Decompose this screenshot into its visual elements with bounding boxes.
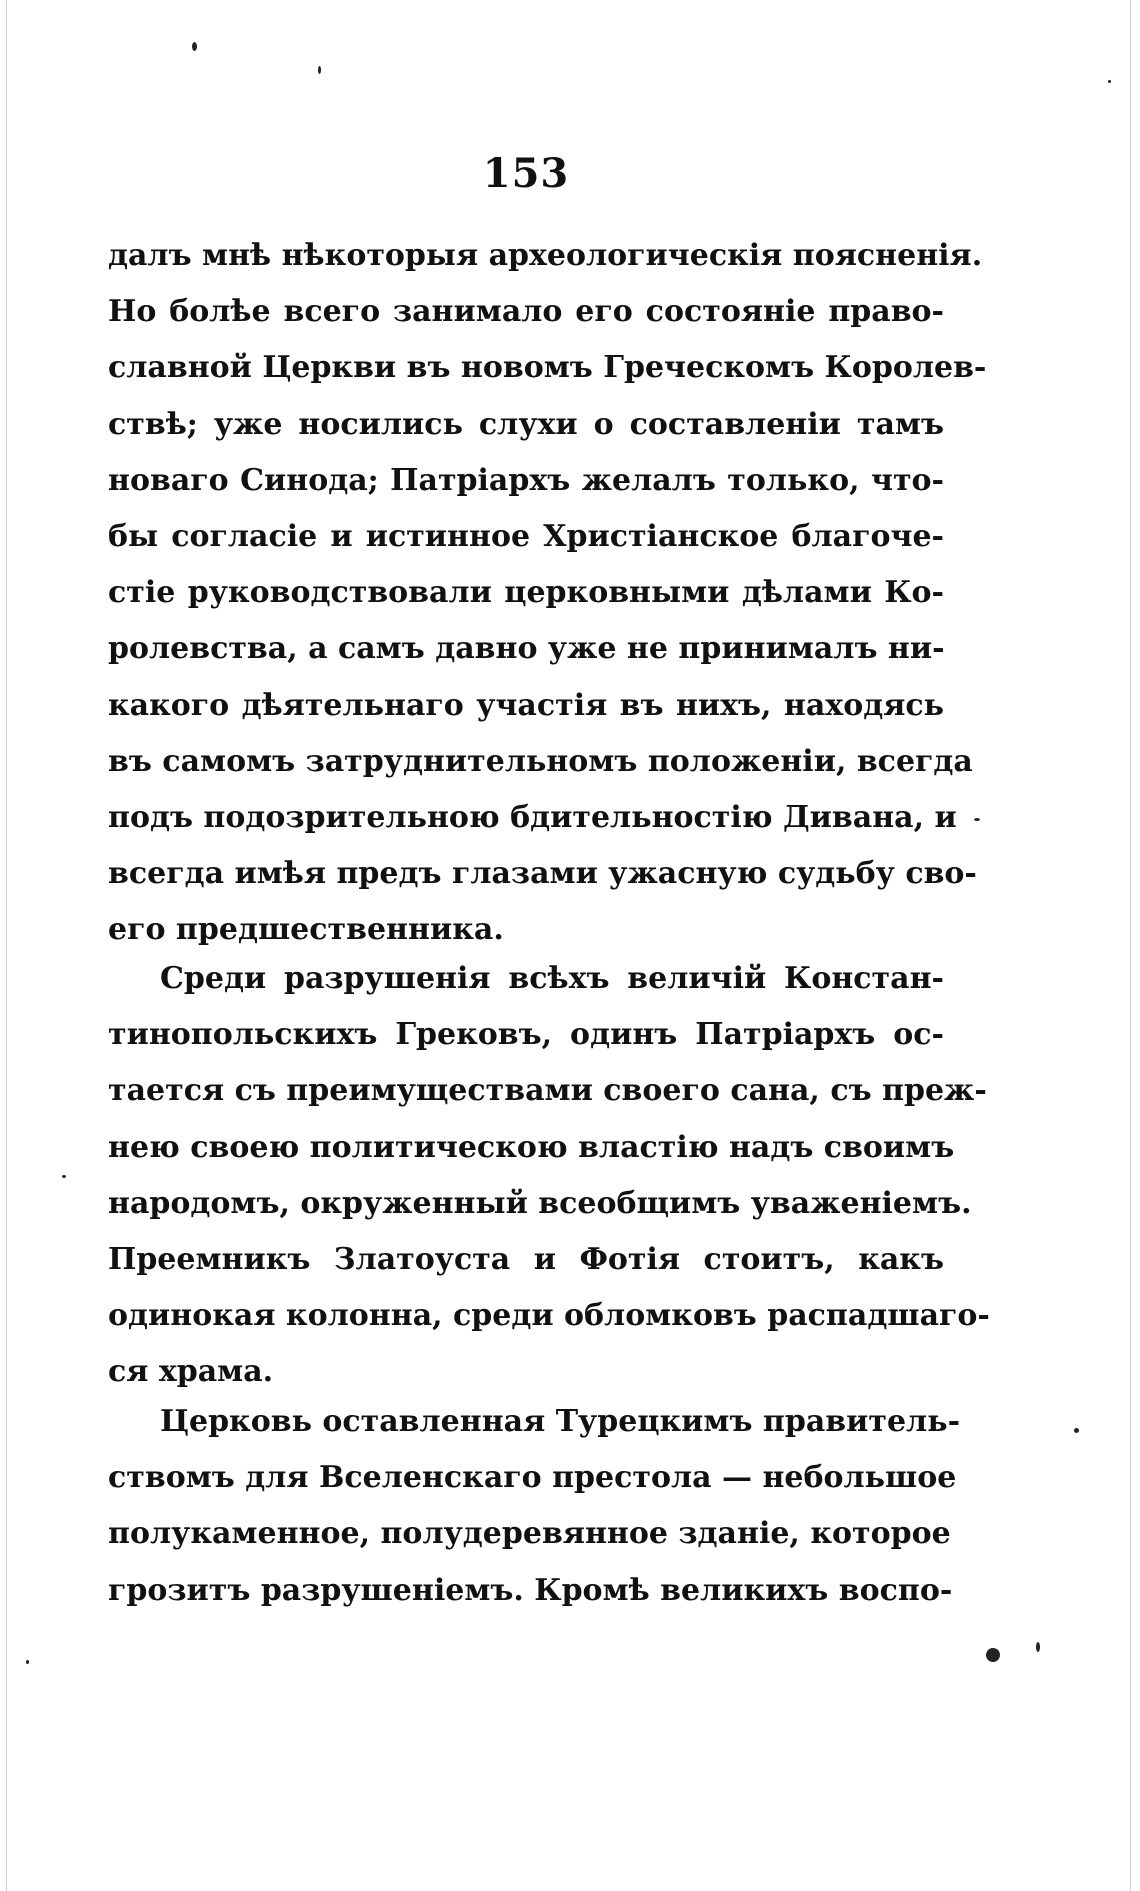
scan-speck xyxy=(1074,1428,1079,1433)
text-line: полукаменное, полудеревянное зданіе, которое xyxy=(108,1516,951,1552)
text-line: подъ подозрительною бдительностію Дивана, и xyxy=(108,799,957,835)
text-line: стіе руководствовали церковными дѣлами Ко- xyxy=(108,575,944,611)
text-line: ролевства, а самъ давно уже не принималъ ни- xyxy=(108,631,945,667)
text-line: всегда имѣя предъ глазами ужасную судьбу сво- xyxy=(108,856,977,892)
text-line: Церковь оставленная Турецкимъ правитель- xyxy=(160,1404,961,1439)
text-line: одинокая колонна, среди обломковъ распадшаго- xyxy=(108,1298,990,1334)
text-line: грозитъ разрушеніемъ. Кромѣ великихъ воспо- xyxy=(108,1572,953,1608)
text-line: новаго Синода; Патріархъ желалъ только, что- xyxy=(108,462,944,498)
scan-speck xyxy=(986,1648,1000,1662)
scan-edge-left xyxy=(6,0,7,1891)
scan-speck xyxy=(318,66,321,74)
text-line: Но болѣе всего занимало его состояніе право- xyxy=(108,294,944,330)
text-line: его предшественника. xyxy=(108,912,504,948)
scan-speck xyxy=(1108,80,1111,83)
scan-edge-right xyxy=(1130,0,1131,1891)
scan-speck xyxy=(62,1175,66,1178)
page-number: 153 xyxy=(482,150,570,197)
text-line: нею своею политическою властію надъ своимъ xyxy=(108,1129,955,1165)
text-line: народомъ, окруженный всеобщимъ уваженіемъ. xyxy=(108,1185,972,1221)
text-line: ствомъ для Вселенскаго престола — небольшое xyxy=(108,1460,957,1496)
text-line: далъ мнѣ нѣкоторыя археологическія поясненія. xyxy=(108,238,983,273)
text-line: бы согласіе и истинное Христіанское благоче- xyxy=(108,518,944,554)
scan-speck xyxy=(1036,1642,1040,1652)
text-line: тинопольскихъ Грековъ, одинъ Патріархъ ос- xyxy=(108,1017,944,1053)
text-line: какого дѣятельнаго участія въ нихъ, находясь xyxy=(108,687,944,723)
paragraph xyxy=(108,228,987,958)
text-line: славной Церкви въ новомъ Греческомъ Королев- xyxy=(108,350,987,386)
text-line: ся храма. xyxy=(108,1354,274,1390)
text-line: Среди разрушенія всѣхъ величій Констан- xyxy=(160,961,944,996)
paragraph xyxy=(108,951,990,1401)
text-line: Преемникъ Златоуста и Фотія стоитъ, какъ xyxy=(108,1241,944,1277)
scan-speck xyxy=(974,818,980,821)
text-line: ствѣ; уже носились слухи о составленіи тамъ xyxy=(108,406,944,442)
scan-speck xyxy=(26,1660,29,1664)
scan-speck xyxy=(192,42,197,51)
text-line: въ самомъ затруднительномъ положеніи, всегда xyxy=(108,743,973,779)
text-line: тается съ преимуществами своего сана, съ преж- xyxy=(108,1073,987,1109)
paragraph xyxy=(108,1394,961,1619)
